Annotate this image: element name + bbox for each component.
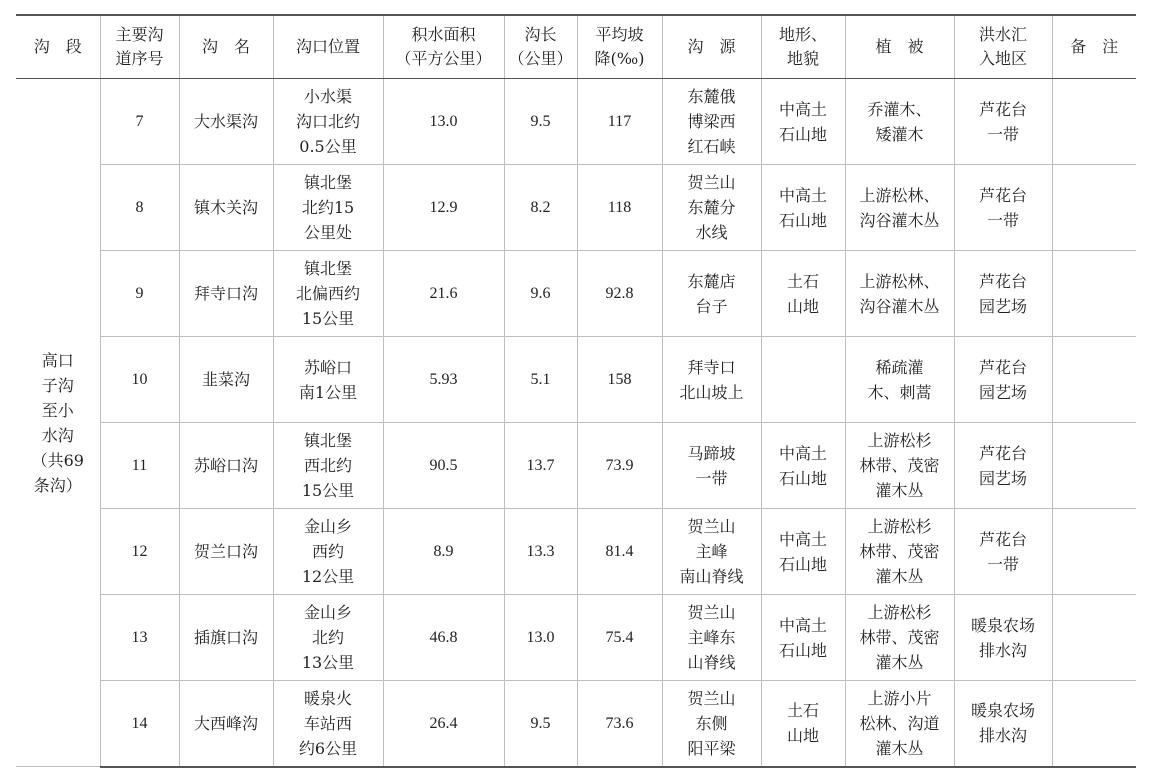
cell-flood-area: 暖泉农场 排水沟 <box>954 681 1052 767</box>
header-area: 积水面积 （平方公里） <box>383 15 504 79</box>
cell-number: 9 <box>100 251 179 337</box>
header-flood-area: 洪水汇 入地区 <box>954 15 1052 79</box>
table-row <box>16 165 1136 251</box>
cell-number: 11 <box>100 423 179 509</box>
cell-length: 13.7 <box>504 423 577 509</box>
cell-note <box>1052 509 1136 595</box>
cell-flood-area: 芦花台 一带 <box>954 165 1052 251</box>
header-length: 沟长 （公里） <box>504 15 577 79</box>
cell-vegetation: 乔灌木、 矮灌木 <box>845 79 954 165</box>
cell-length: 13.3 <box>504 509 577 595</box>
cell-location: 镇北堡 北约15 公里处 <box>273 165 383 251</box>
cell-location: 金山乡 北约 13公里 <box>273 595 383 681</box>
cell-name: 拜寺口沟 <box>179 251 273 337</box>
table-row <box>16 251 1136 337</box>
cell-terrain: 土石 山地 <box>761 681 845 767</box>
cell-area: 5.93 <box>383 337 504 423</box>
cell-location: 镇北堡 北偏西约 15公里 <box>273 251 383 337</box>
table-row <box>16 595 1136 681</box>
cell-source: 贺兰山 主峰东 山脊线 <box>662 595 761 681</box>
cell-note <box>1052 337 1136 423</box>
cell-number: 12 <box>100 509 179 595</box>
table-header-row <box>16 15 1136 79</box>
cell-name: 插旗口沟 <box>179 595 273 681</box>
cell-length: 5.1 <box>504 337 577 423</box>
cell-terrain: 中高土 石山地 <box>761 165 845 251</box>
header-note: 备 注 <box>1052 15 1136 79</box>
header-name: 沟 名 <box>179 15 273 79</box>
cell-number: 7 <box>100 79 179 165</box>
table-row <box>16 337 1136 423</box>
table-row <box>16 509 1136 595</box>
cell-name: 贺兰口沟 <box>179 509 273 595</box>
cell-vegetation: 上游松杉 林带、茂密 灌木丛 <box>845 509 954 595</box>
cell-slope: 75.4 <box>577 595 662 681</box>
cell-number: 8 <box>100 165 179 251</box>
cell-note <box>1052 251 1136 337</box>
cell-flood-area: 芦花台 一带 <box>954 509 1052 595</box>
cell-slope: 118 <box>577 165 662 251</box>
cell-source: 贺兰山 东侧 阳平梁 <box>662 681 761 767</box>
cell-area: 21.6 <box>383 251 504 337</box>
cell-vegetation: 上游松杉 林带、茂密 灌木丛 <box>845 595 954 681</box>
cell-vegetation: 上游松杉 林带、茂密 灌木丛 <box>845 423 954 509</box>
cell-name: 镇木关沟 <box>179 165 273 251</box>
cell-length: 9.6 <box>504 251 577 337</box>
cell-vegetation: 稀疏灌 木、刺蒿 <box>845 337 954 423</box>
table-row <box>16 79 1136 165</box>
cell-location: 镇北堡 西北约 15公里 <box>273 423 383 509</box>
cell-source: 拜寺口 北山坡上 <box>662 337 761 423</box>
header-slope: 平均坡 降(‰) <box>577 15 662 79</box>
header-source: 沟 源 <box>662 15 761 79</box>
cell-terrain <box>761 337 845 423</box>
cell-flood-area: 芦花台 园艺场 <box>954 337 1052 423</box>
cell-slope: 73.6 <box>577 681 662 767</box>
cell-flood-area: 暖泉农场 排水沟 <box>954 595 1052 681</box>
cell-area: 46.8 <box>383 595 504 681</box>
cell-name: 韭菜沟 <box>179 337 273 423</box>
header-terrain: 地形、 地貌 <box>761 15 845 79</box>
cell-location: 苏峪口 南1公里 <box>273 337 383 423</box>
cell-terrain: 中高土 石山地 <box>761 423 845 509</box>
table-row <box>16 423 1136 509</box>
cell-vegetation: 上游松林、 沟谷灌木丛 <box>845 251 954 337</box>
cell-source: 东麓俄 博梁西 红石峡 <box>662 79 761 165</box>
cell-flood-area: 芦花台 园艺场 <box>954 423 1052 509</box>
cell-slope: 92.8 <box>577 251 662 337</box>
cell-note <box>1052 423 1136 509</box>
cell-vegetation: 上游松林、 沟谷灌木丛 <box>845 165 954 251</box>
cell-source: 贺兰山 东麓分 水线 <box>662 165 761 251</box>
cell-name: 苏峪口沟 <box>179 423 273 509</box>
cell-length: 9.5 <box>504 79 577 165</box>
cell-flood-area: 芦花台 一带 <box>954 79 1052 165</box>
gully-table-container <box>16 14 1136 768</box>
cell-note <box>1052 165 1136 251</box>
cell-vegetation: 上游小片 松林、沟道 灌木丛 <box>845 681 954 767</box>
cell-name: 大水渠沟 <box>179 79 273 165</box>
cell-terrain: 土石 山地 <box>761 251 845 337</box>
cell-terrain: 中高土 石山地 <box>761 509 845 595</box>
segment-cell: 高口 子沟 至小 水沟 （共69 条沟） <box>16 79 100 767</box>
header-location: 沟口位置 <box>273 15 383 79</box>
cell-length: 9.5 <box>504 681 577 767</box>
cell-area: 26.4 <box>383 681 504 767</box>
cell-area: 8.9 <box>383 509 504 595</box>
cell-number: 10 <box>100 337 179 423</box>
cell-area: 90.5 <box>383 423 504 509</box>
cell-area: 13.0 <box>383 79 504 165</box>
cell-source: 马蹄坡 一带 <box>662 423 761 509</box>
cell-location: 金山乡 西约 12公里 <box>273 509 383 595</box>
table-row <box>16 681 1136 767</box>
cell-location: 小水渠 沟口北约 0.5公里 <box>273 79 383 165</box>
cell-location: 暖泉火 车站西 约6公里 <box>273 681 383 767</box>
cell-length: 8.2 <box>504 165 577 251</box>
header-number: 主要沟 道序号 <box>100 15 179 79</box>
cell-source: 东麓店 台子 <box>662 251 761 337</box>
header-segment: 沟 段 <box>16 15 100 79</box>
cell-number: 14 <box>100 681 179 767</box>
cell-source: 贺兰山 主峰 南山脊线 <box>662 509 761 595</box>
cell-slope: 158 <box>577 337 662 423</box>
cell-slope: 81.4 <box>577 509 662 595</box>
cell-number: 13 <box>100 595 179 681</box>
cell-slope: 73.9 <box>577 423 662 509</box>
cell-terrain: 中高土 石山地 <box>761 79 845 165</box>
cell-name: 大西峰沟 <box>179 681 273 767</box>
cell-area: 12.9 <box>383 165 504 251</box>
cell-terrain: 中高土 石山地 <box>761 595 845 681</box>
cell-note <box>1052 79 1136 165</box>
cell-flood-area: 芦花台 园艺场 <box>954 251 1052 337</box>
header-vegetation: 植 被 <box>845 15 954 79</box>
cell-slope: 117 <box>577 79 662 165</box>
cell-note <box>1052 595 1136 681</box>
cell-length: 13.0 <box>504 595 577 681</box>
gully-table <box>16 14 1136 768</box>
cell-note <box>1052 681 1136 767</box>
